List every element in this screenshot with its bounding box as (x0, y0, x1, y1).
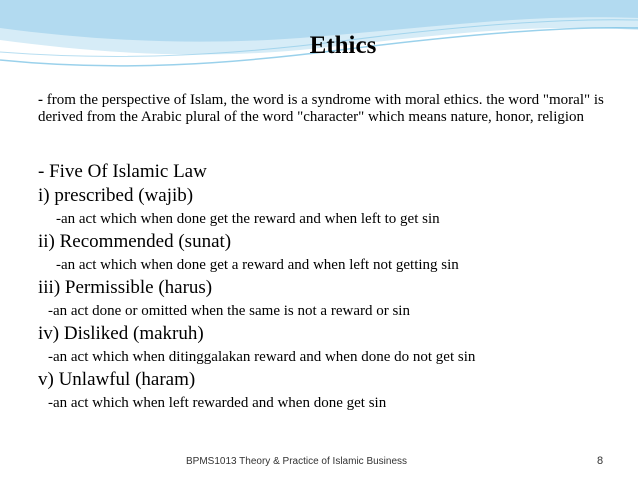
law-item-definition: -an act which when left rewarded and when done get sin (48, 395, 387, 411)
list-heading: - Five Of Islamic Law (38, 161, 207, 182)
page-number: 8 (597, 455, 604, 467)
law-item-heading: iv) Disliked (makruh) (38, 323, 204, 344)
law-item-heading: i) prescribed (wajib) (38, 185, 194, 206)
intro-text: from the perspective of Islam, the word is a syndrome with moral ethics. the word "moral" is derived from the Arabic plural of the word "character" which means nature, honor, religion (38, 92, 604, 125)
law-item-heading: ii) Recommended (sunat) (38, 231, 232, 252)
law-item-definition: -an act which when done get a reward and when left not getting sin (56, 257, 459, 273)
slide-footer: BPMS1013 Theory & Practice of Islamic Business (186, 456, 408, 467)
islamic-law-list (38, 160, 618, 414)
law-item-heading: v) Unlawful (haram) (38, 369, 196, 390)
intro-dash: - (38, 92, 43, 108)
law-item-definition: -an act which when ditinggalakan reward and when done do not get sin (48, 349, 476, 365)
law-item-definition: -an act done or omitted when the same is not a reward or sin (48, 303, 410, 319)
law-item-definition: -an act which when done get the reward and when left to get sin (56, 211, 440, 227)
law-item-heading: iii) Permissible (harus) (38, 277, 213, 298)
slide-title: Ethics (309, 32, 377, 59)
intro-paragraph (38, 92, 608, 126)
